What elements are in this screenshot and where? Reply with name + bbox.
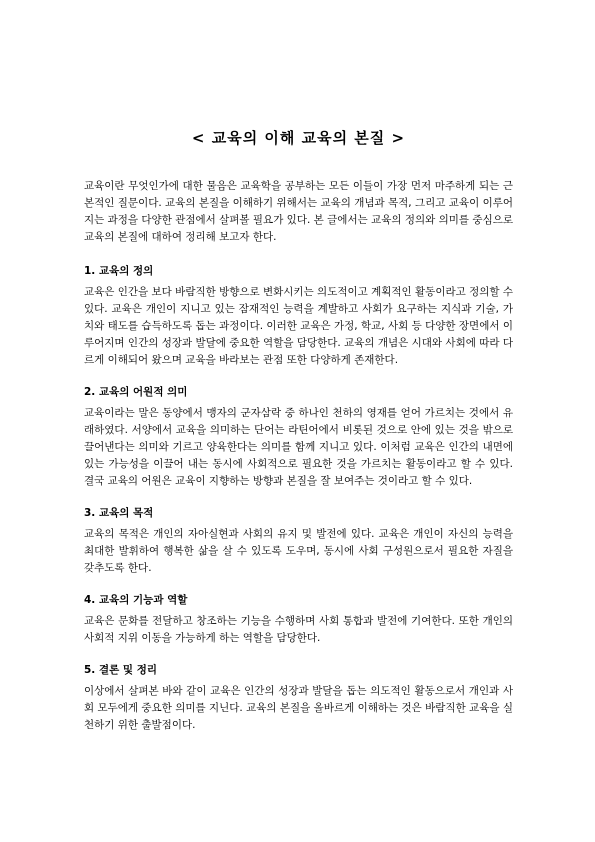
section-body: 교육의 목적은 개인의 자아실현과 사회의 유지 및 발전에 있다. 교육은 개인이 자신의 능력을 최대한 발휘하여 행복한 삶을 살 수 있도록 도우며, 동시에 사회 구성원으로서 필요한 자질을 갖추도록 한다.	[84, 528, 513, 574]
section-body: 교육이라는 말은 동양에서 맹자의 군자삼락 중 하나인 천하의 영재를 얻어 가르치는 것에서 유래하였다. 서양에서 교육을 의미하는 단어는 라틴어에서 비롯된 것으로 안에 있는 것을 밖으로 끌어낸다는 의미와 기르고 양육한다는 의미를 함께 지니고 있다. 이처럼 교육은 인간의 내면에 있는 가능성을 이끌어 내는 동시에 사회적으로 필요한 것을 가르치는 활동이라고 할 수 있다. 결국 교육의 어원은 교육이 지향하는 방향과 본질을 잘 보여주는 것이라고 할 수 있다.	[84, 407, 513, 487]
section-body: 교육은 인간을 보다 바람직한 방향으로 변화시키는 의도적이고 계획적인 활동이라고 정의할 수 있다. 교육은 개인이 지니고 있는 잠재적인 능력을 계발하고 사회가 요구하는 지식과 기술, 가치와 태도를 습득하도록 돕는 과정이다. 이러한 교육은 가정, 학교, 사회 등 다양한 장면에서 이루어지며 인간의 성장과 발달에 중요한 역할을 담당한다. 교육의 개념은 시대와 사회에 따라 다르게 이해되어 왔으며 교육을 바라보는 관점 또한 다양하게 존재한다.	[84, 286, 513, 366]
section-body: 교육은 문화를 전달하고 창조하는 기능을 수행하며 사회 통합과 발전에 기여한다. 또한 개인의 사회적 지위 이동을 가능하게 하는 역할을 담당한다.	[84, 615, 513, 644]
section-purpose	[84, 506, 513, 577]
section-conclusion	[84, 663, 513, 734]
section-heading: 5. 결론 및 정리	[84, 664, 157, 676]
section-heading: 3. 교육의 목적	[84, 507, 154, 519]
section-heading: 2. 교육의 어원적 의미	[84, 386, 188, 398]
intro-paragraph: 교육이란 무엇인가에 대한 물음은 교육학을 공부하는 모든 이들이 가장 먼저 마주하게 되는 근본적인 질문이다. 교육의 본질을 이해하기 위해서는 교육의 개념과 목적, 그리고 교육이 이루어지는 과정을 다양한 관점에서 살펴볼 필요가 있다. 본 글에서는 교육의 정의와 의미를 중심으로 교육의 본질에 대하여 정리해 보고자 한다.	[84, 180, 513, 243]
section-definition	[84, 264, 513, 369]
section-etymology	[84, 385, 513, 490]
section-body: 이상에서 살펴본 바와 같이 교육은 인간의 성장과 발달을 돕는 의도적인 활동으로서 개인과 사회 모두에게 중요한 의미를 지닌다. 교육의 본질을 올바르게 이해하는 것은 바람직한 교육을 실천하기 위한 출발점이다.	[84, 685, 513, 731]
section-heading: 4. 교육의 기능과 역할	[84, 594, 188, 606]
document-title: < 교육의 이해 교육의 본질 >	[191, 129, 406, 147]
section-heading: 1. 교육의 정의	[84, 265, 154, 277]
section-function	[84, 593, 513, 647]
